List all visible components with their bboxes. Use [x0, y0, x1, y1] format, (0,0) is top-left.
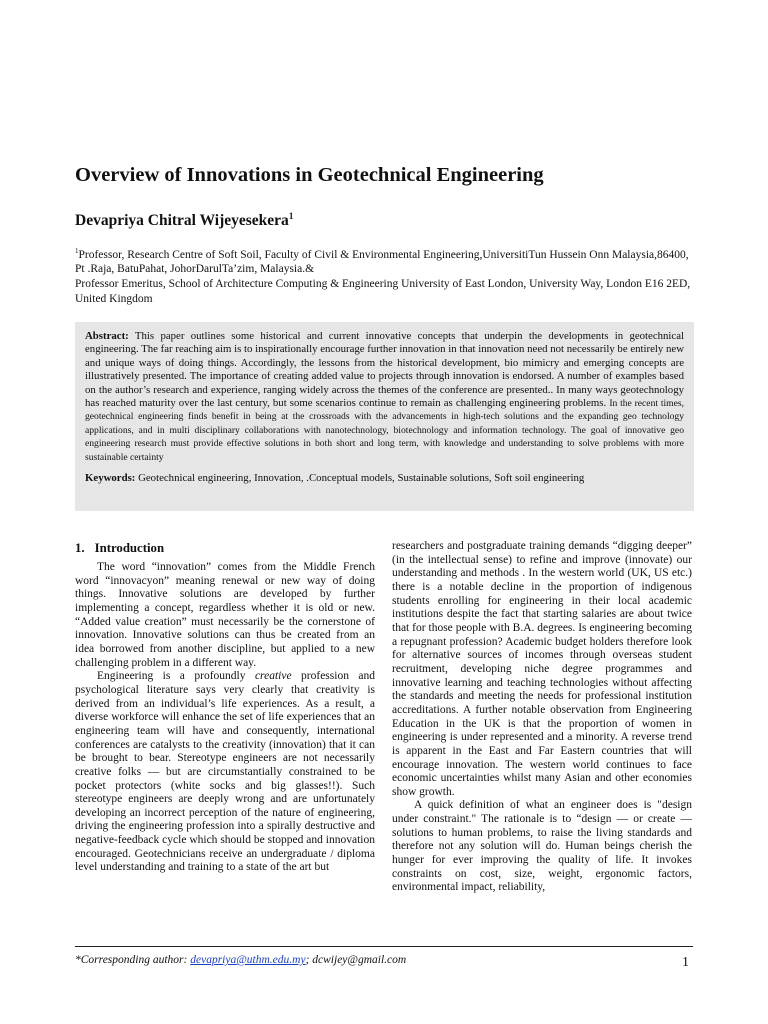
right-column: [392, 540, 692, 895]
paper-title: Overview of Innovations in Geotechnical Engineering: [75, 164, 544, 186]
affiliation-1-text: Professor, Research Centre of Soft Soil, Faculty of Civil & Environmental Engineering,UniversitiTun Hussein Onn Malaysia,86400, Pt .Raja, BatuPahat, JohorDarulTa’zim, Malaysia.&: [75, 248, 689, 276]
page-number: 1: [682, 955, 689, 970]
intro-paragraph-3: A quick definition of what an engineer does is "design under constraint." The rationale is to “design — or create —solutions to human problems, to raise the living standards and therefore not any solution will do. Human beings cherish the hunger for ever improving the quality of life. It invokes constraints on cost, size, weight, ergonomic factors, environmental impact, reliability,: [392, 799, 692, 894]
intro-paragraph-2-rest: profession and psychological literature says very clearly that creativity is derived from an individual’s life experiences. As a result, a diverse workforce will enhance the set of life experiences that an engineering team will have and consequently, international conferences are catalysts to the creativity (innovation) that it can be brought to bear. Stereotype engineers are not necessarily creative folks — but are circumstantially constrained to be pocket protectors (white socks and big glasses!!). Such stereotype engineers are deeply wrong and are unfortunately developing an incorrect perception of the nature of engineering, driving the engineering profession into a spirally destructive and negative-feedback cycle which should be stopped and innovation encouraged. Geotechnicians receive an undergraduate / diploma level understanding and training to a state of the art but: [75, 670, 376, 874]
intro-paragraph-2: [75, 670, 375, 875]
abstract: [85, 330, 684, 464]
footer-separator: ;: [305, 954, 310, 966]
author-superscript: 1: [288, 211, 294, 221]
left-column: [75, 540, 375, 875]
section-title: Introduction: [94, 541, 165, 555]
abstract-label: Abstract:: [85, 330, 129, 342]
intro-paragraph-1: The word “innovation” comes from the Middle French word “innovacyon” meaning renewal or new way of doing things. Innovative solutions are developed by further implementing a concept, regardless whether it is old or new. “Added value creation” must necessarily be the cornerstone of innovation. Innovative solutions can thus be created from an idea borrowed from another discipline, but applied to a new challenging problem in a different way.: [75, 561, 375, 669]
corresponding-author-note: [75, 953, 406, 967]
footer-divider: [75, 946, 693, 947]
intro-paragraph-2-continued: researchers and postgraduate training demands “digging deeper” (in the intellectual sense) to refine and improve (innovate) our understanding and methods . In the western world (UK, US etc.) there is a notable decline in the proportion of indigenous students enrolling for engineering in their local academic institutions despite the fact that starting salaries are about twice that for those people with B.A. degrees. Is engineering becoming a repugnant profession? Academic budget holders therefore look for alternative sources of incomes through overseas student recruitment, developing niche degree programmes and innovative learning and teaching technologies without affecting the standards and meeting the needs for professional institution accreditations. A further notable observation from Engineering Education in the UK is that the proportion of women in engineering is under represented and a minority. A reverse trend is apparent in the East and Far Eastern countries that will encourage innovation. The western world continues to face economic uncertainties whilst many Asian and other economies show growth.: [392, 540, 692, 798]
abstract-text-small: In the recent times, geotechnical engineering finds benefit in being at the crossroads with the advancements in high-tech solutions and the expanding geo technology applications, and in multi disciplinary collaborations with nanotechnology, biotechnology and information technology. The goal of innovative geo engineering research must provide effective solutions in both short and long term, with knowledge and understanding to solve problems with more sustainable certainty: [85, 398, 685, 463]
emphasis-creative: creative: [254, 670, 292, 683]
section-number: 1.: [75, 541, 85, 555]
email-link-primary[interactable]: devapriya@uthm.edu.my: [190, 954, 306, 966]
affiliation-1: [75, 244, 695, 277]
affiliations: [75, 244, 695, 306]
section-heading-introduction: [75, 540, 375, 556]
abstract-text: This paper outlines some historical and current innovative concepts that underpin the developments in geotechnical engineering. The far reaching aim is to inspirationally encourage further innovation in that innovation need not necessarily be entirely new and unique ways of doing things. Accordingly, the lessons from the historical development, bio mimicry and emerging concepts are illustratively presented. The importance of creating added value to projects through innovation is endorsed. A number of examples based on the author’s research and experience, ranging widely across the themes of the conference are presented.. In many ways geotechnology has reached maturity over the last century, but some scenarios continue to remain as challenging engineering problems.: [85, 330, 684, 410]
keywords-text: Geotechnical engineering, Innovation, .Conceptual models, Sustainable solutions, Soft soil engineering: [138, 472, 585, 485]
keywords: [85, 472, 684, 485]
affiliation-superscript: 1: [75, 247, 79, 255]
footer-prefix: *Corresponding author:: [75, 954, 188, 966]
email-secondary: dcwijey@gmail.com: [312, 954, 407, 966]
author-name: Devapriya Chitral Wijeyesekera: [75, 212, 289, 230]
abstract-box: [75, 322, 694, 511]
author-line: [75, 206, 293, 231]
keywords-label: Keywords:: [85, 472, 136, 485]
affiliation-2: Professor Emeritus, School of Architecture Computing & Engineering University of East London, University Way, London E16 2ED, United Kingdom: [75, 278, 691, 305]
intro-paragraph-2-start: Engineering is a profoundly: [97, 670, 246, 683]
